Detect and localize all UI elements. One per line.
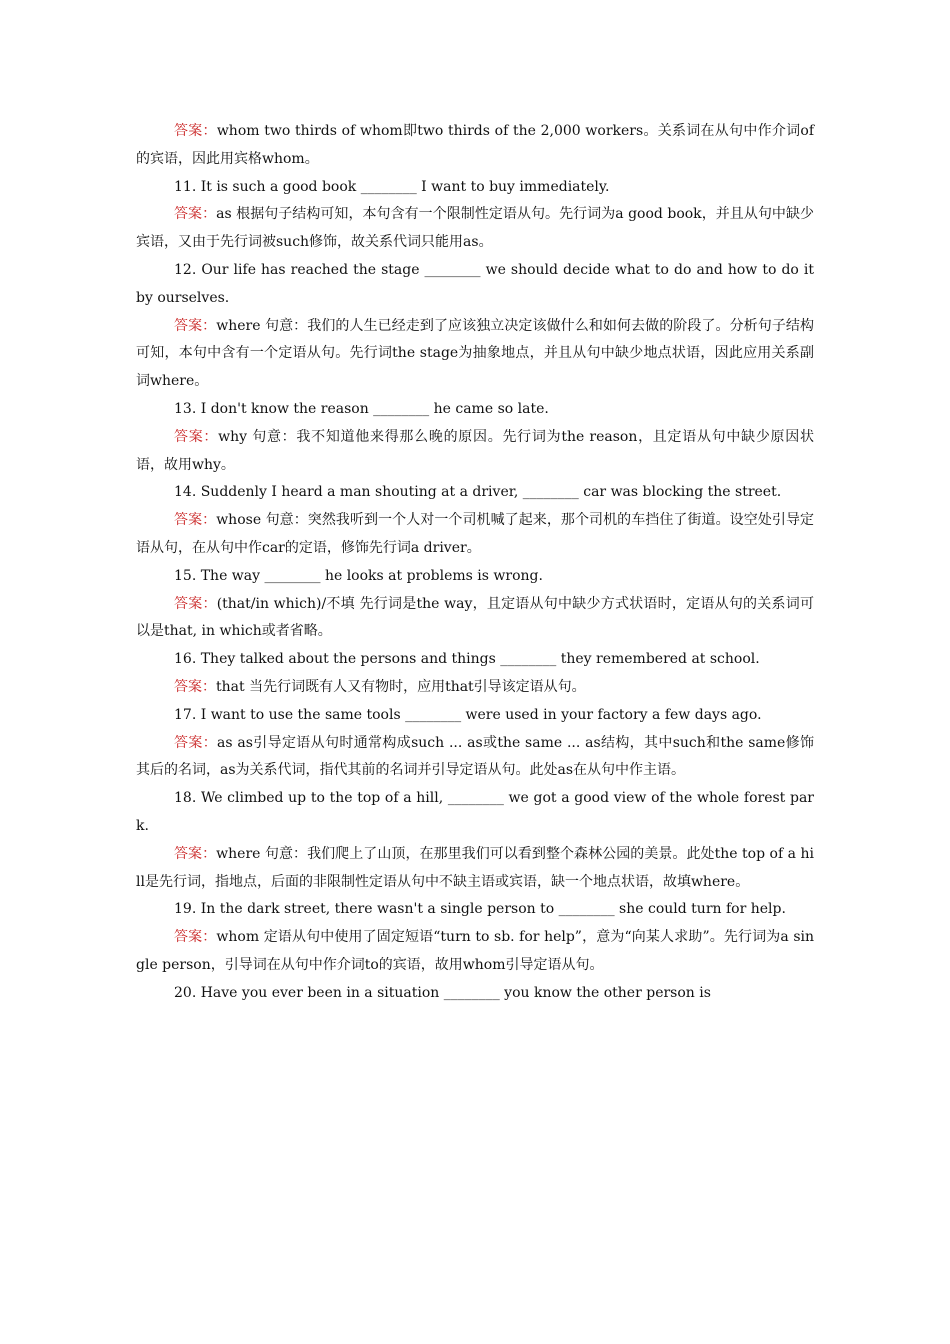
answer-12 [136, 313, 814, 396]
answer-15 [136, 591, 814, 647]
question-15: 15. The way ________ he looks at problems is wrong. [174, 567, 543, 584]
answer-label: 答案： [174, 428, 219, 445]
answer-10 [136, 118, 814, 174]
answer-label: 答案： [174, 929, 217, 946]
answer-13 [136, 424, 814, 480]
answer-text: where 句意：我们的人生已经走到了应该独立决定该做什么和如何去做的阶段了。分析句子结构可知，本句中含有一个定语从句。先行词the stage为抽象地点，并且从句中缺少地点状语，因此应用关系副词where。 [136, 317, 814, 390]
answer-18 [136, 841, 814, 897]
answer-19 [136, 924, 814, 980]
question-11: 11. It is such a good book ________ I want to buy immediately. [174, 178, 610, 195]
answer-text: as 根据句子结构可知，本句含有一个限制性定语从句。先行词为a good book，并且从句中缺少宾语，又由于先行词被such修饰，故关系代词只能用as。 [136, 206, 814, 251]
answer-label: 答案： [174, 206, 217, 223]
question-20: 20. Have you ever been in a situation ________ you know the other person is [174, 984, 711, 1001]
answer-text: (that/in which)/不填 先行词是the way，且定语从句中缺少方式状语时，定语从句的关系词可以是that, in which或者省略。 [136, 595, 814, 640]
answer-text: where 句意：我们爬上了山顶，在那里我们可以看到整个森林公园的美景。此处the top of a hill是先行词，指地点，后面的非限制性定语从句中不缺主语或宾语，缺一个地点状语，故填where。 [136, 845, 814, 890]
answer-label: 答案： [174, 123, 217, 139]
answer-label: 答案： [174, 734, 218, 751]
answer-text: whose 句意：突然我听到一个人对一个司机喊了起来，那个司机的车挡住了街道。设空处引导定语从句，在从句中作car的定语，修饰先行词a driver。 [136, 512, 815, 556]
answer-label: 答案： [174, 512, 217, 529]
answer-16 [136, 674, 814, 702]
question-19: 19. In the dark street, there wasn't a single person to ________ she could turn for help. [174, 901, 786, 918]
answer-14 [136, 507, 814, 563]
answer-17 [136, 730, 814, 786]
answer-text: whom 定语从句中使用了固定短语“turn to sb. for help”，意为“向某人求助”。先行词为a single person，引导词在从句中作介词to的宾语，故用whom引导定语从句。 [136, 929, 815, 973]
answer-label: 答案： [174, 845, 217, 862]
exercise-content [136, 118, 814, 1008]
question-18: 18. We climbed up to the top of a hill, ________ we got a good view of the whole forest park. [136, 790, 814, 834]
question-17: 17. I want to use the same tools ________ were used in your factory a few days ago. [174, 706, 762, 723]
answer-text: whom two thirds of whom即two thirds of the 2,000 workers。关系词在从句中作介词of的宾语，因此用宾格whom。 [136, 123, 815, 167]
answer-text: why 句意：我不知道他来得那么晚的原因。先行词为the reason，且定语从句中缺少原因状语，故用why。 [136, 428, 814, 473]
answer-text: that 当先行词既有人又有物时，应用that引导该定语从句。 [216, 678, 586, 695]
question-13: 13. I don't know the reason ________ he came so late. [174, 400, 549, 417]
answer-label: 答案： [174, 678, 216, 695]
answer-11 [136, 201, 814, 257]
question-14: 14. Suddenly I heard a man shouting at a driver, ________ car was blocking the street. [174, 484, 782, 501]
answer-label: 答案： [174, 595, 217, 612]
question-16: 16. They talked about the persons and things ________ they remembered at school. [174, 651, 760, 668]
answer-text: as as引导定语从句时通常构成such ... as或the same ... as结构，其中such和the same修饰其后的名词，as为关系代词，指代其前的名词并引导定语从句。此处as在从句中作主语。 [136, 734, 814, 779]
answer-label: 答案： [174, 317, 217, 334]
question-12: 12. Our life has reached the stage ________ we should decide what to do and how to do it by ourselves. [136, 261, 814, 306]
